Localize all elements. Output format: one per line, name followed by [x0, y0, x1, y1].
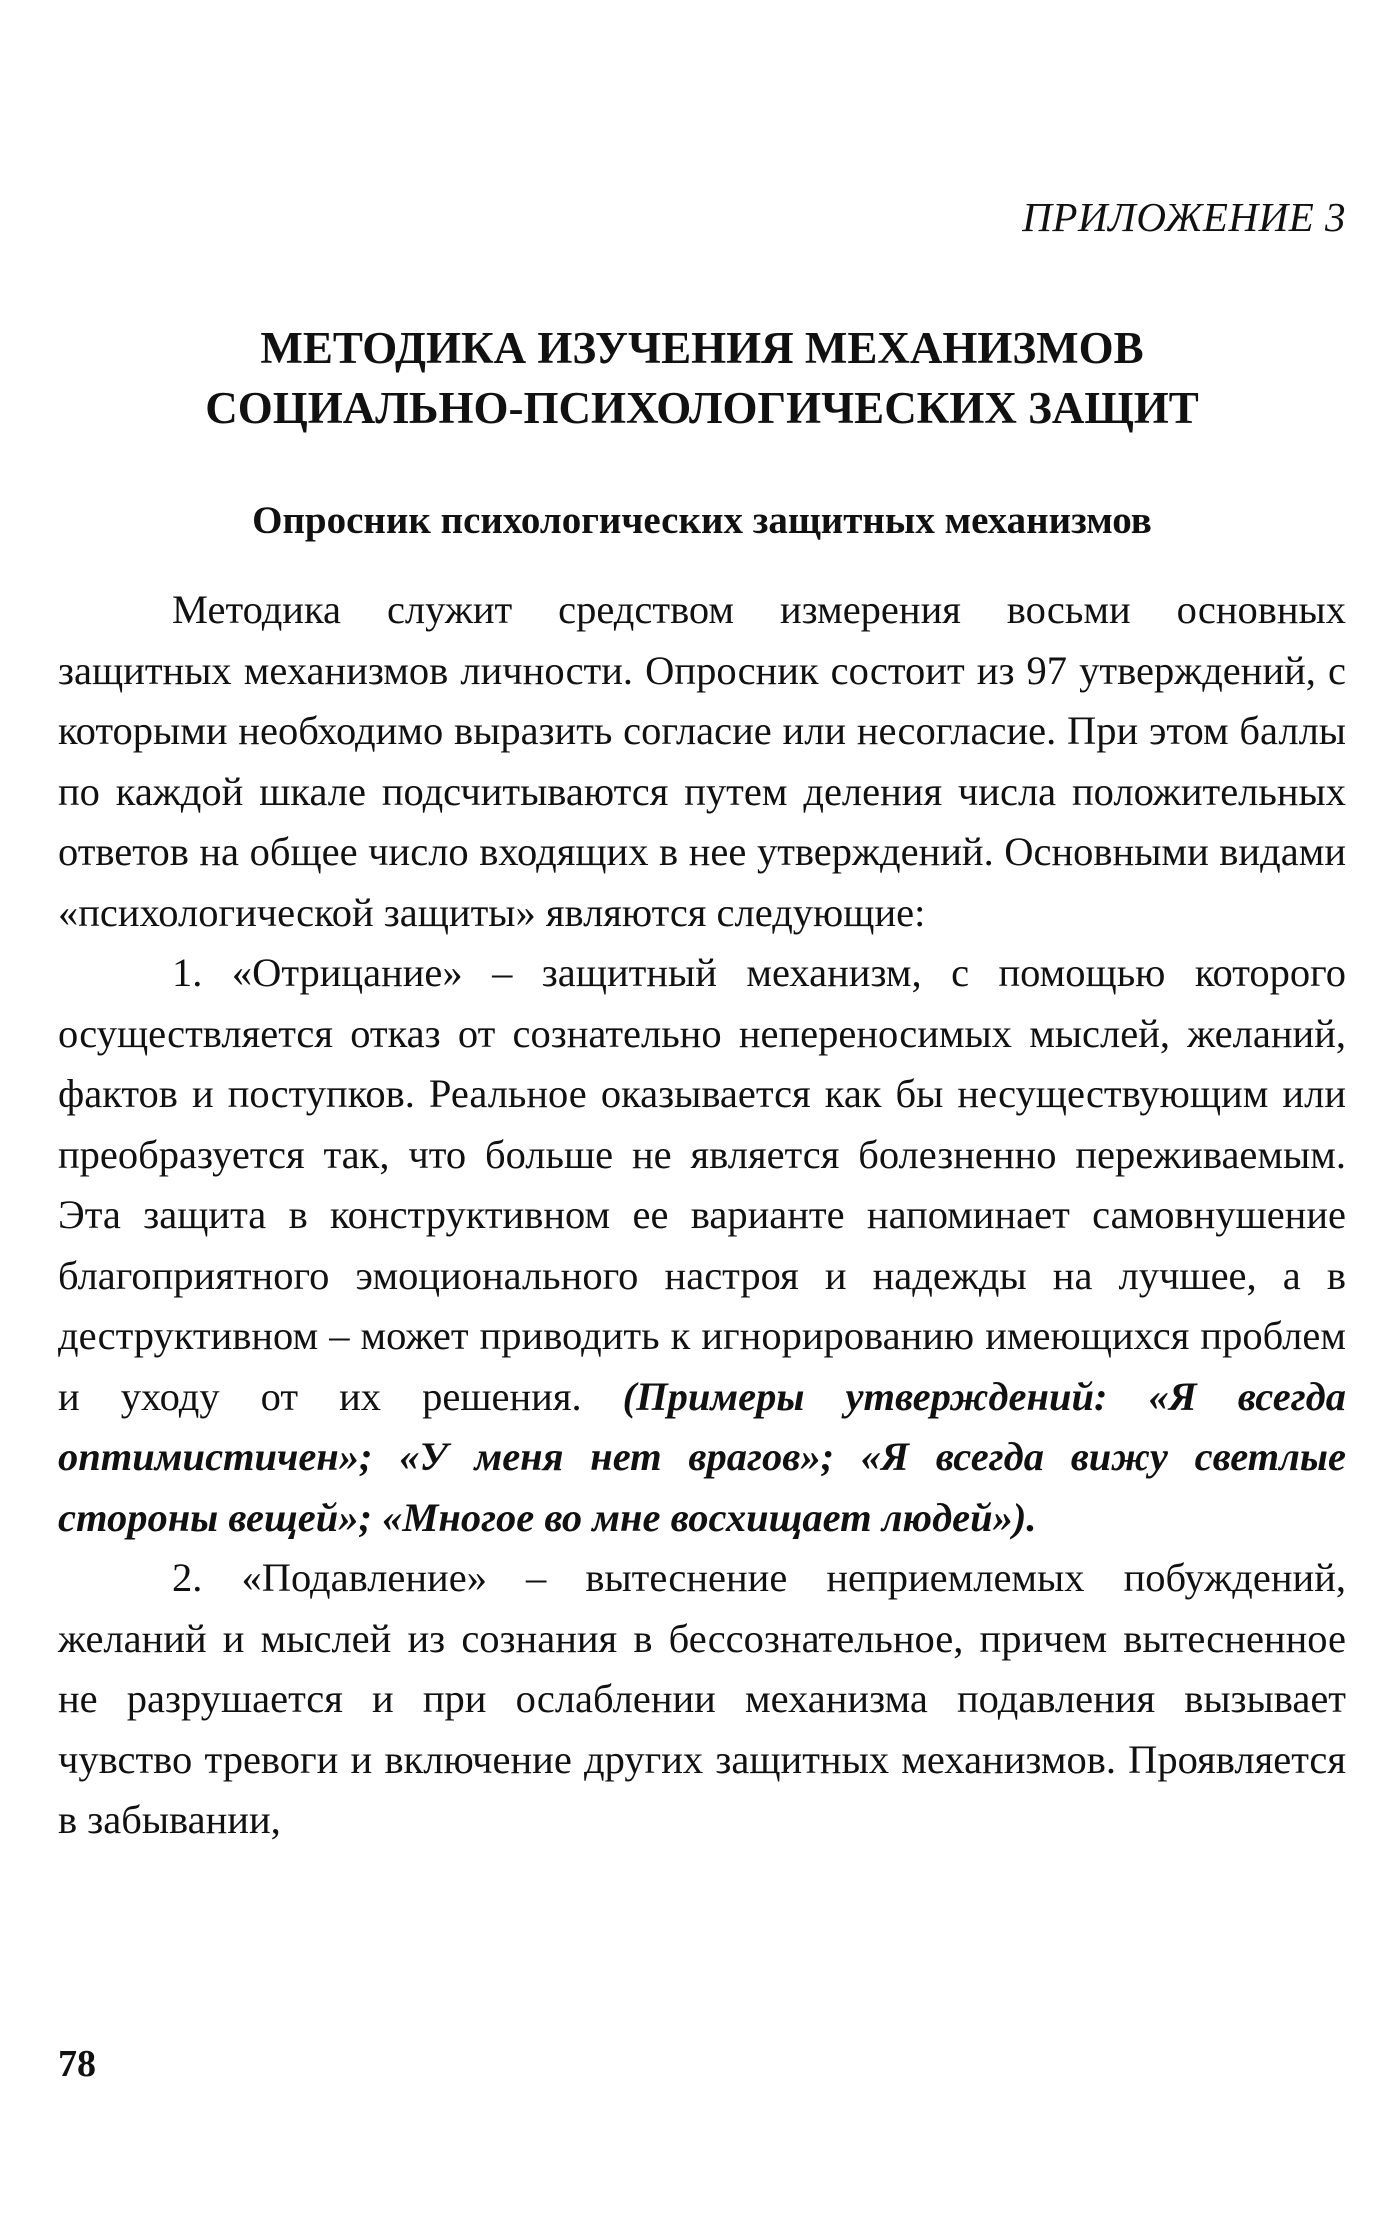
page-number: 78: [58, 2043, 96, 2085]
item-paragraph-1: [58, 943, 1346, 1548]
main-title-line-1: МЕТОДИКА ИЗУЧЕНИЯ МЕХАНИЗМОВ: [260, 323, 1144, 373]
main-title-line-2: СОЦИАЛЬНО-ПСИХОЛОГИЧЕСКИХ ЗАЩИТ: [205, 383, 1199, 433]
book-page: [58, 0, 1346, 2213]
item-paragraph-2: [58, 1548, 1346, 1851]
body-text: [58, 580, 1346, 1851]
section-subtitle: Опросник психологических защитных механизмов: [252, 499, 1152, 542]
item-1-examples: (Примеры утверждений: «Я всегда оптимистичен»; «У меня нет врагов»; «Я всегда вижу светлые стороны вещей»; «Многое во мне восхищает людей»).: [58, 1373, 1347, 1540]
intro-paragraph: Методика служит средством измерения восьми основных защитных механизмов личности. Опросник состоит из 97 утверждений, с которыми необходимо выразить согласие или несогласие. При этом баллы по каждой шкале подсчитываются путем деления числа положительных ответов на общее число входящих в нее утверждений. Основными видами «психологической защиты» являются следующие:: [58, 587, 1346, 935]
main-title: [58, 318, 1346, 438]
item-2-text: 2. «Подавление» – вытеснение неприемлемых побуждений, желаний и мыслей из сознания в бессознательное, причем вытесненное не разрушается и при ослаблении механизма подавления вызывает чувство тревоги и включение других защитных механизмов. Проявляется в забывании,: [58, 1555, 1346, 1842]
appendix-label: ПРИЛОЖЕНИЕ 3: [1022, 194, 1346, 240]
item-1-text: 1. «Отрицание» – защитный механизм, с помощью которого осуществляется отказ от сознательно непереносимых мыслей, желаний, фактов и поступков. Реальное оказывается как бы несуществующим или преобразуется так, что больше не является болезненно переживаемым. Эта защита в конструктивном ее варианте напоминает самовнушение благоприятного эмоционального настроя и надежды на лучшее, а в деструктивном – может приводить к игнорированию имеющихся проблем и уходу от их решения.: [58, 950, 1346, 1419]
